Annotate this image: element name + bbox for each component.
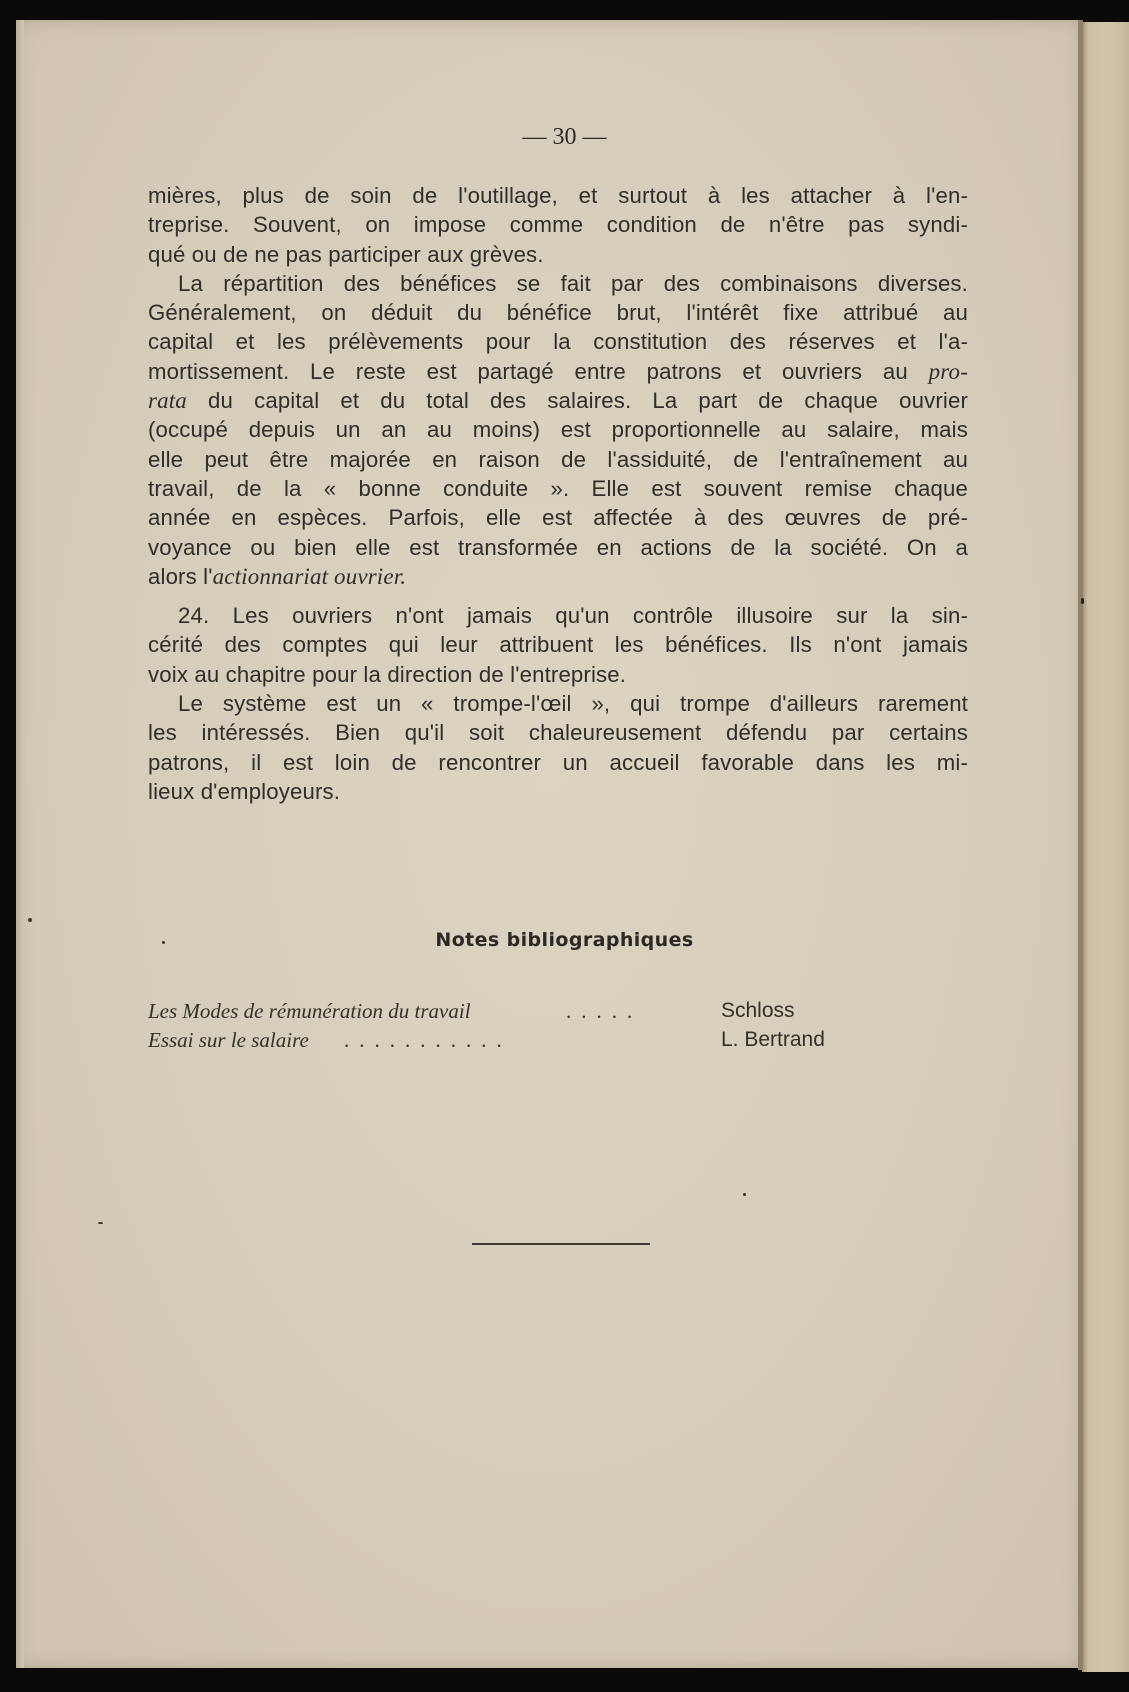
paper-speck — [743, 1193, 746, 1196]
page-number: — 30 — — [522, 124, 607, 150]
text-line: cérité des comptes qui leur attribuent les bénéfices. Ils n'ont jamais — [148, 632, 968, 658]
closing-rule — [472, 1243, 650, 1245]
italic-text: actionnariat ouvrier. — [212, 563, 407, 589]
paper-speck — [28, 918, 32, 922]
binding-gutter — [1078, 20, 1083, 1670]
body-text — [148, 181, 968, 806]
gutter-mark — [1081, 598, 1084, 604]
text-line: capital et les prélèvements pour la constitution des réserves et l'a- — [148, 329, 968, 355]
dot-leader: ..... — [566, 999, 643, 1023]
bibliography-heading: Notes bibliographiques — [435, 929, 694, 951]
text-segment: mortissement. Le reste est partagé entre patrons et ouvriers au — [148, 358, 908, 384]
text-line: voix au chapitre pour la direction de l'entreprise. — [148, 661, 627, 687]
text-line: année en espèces. Parfois, elle est affectée à des œuvres de pré- — [148, 505, 968, 531]
text-line: mières, plus de soin de l'outillage, et surtout à les attacher à l'en- — [148, 183, 968, 208]
text-line — [148, 386, 968, 415]
paragraph — [148, 601, 968, 689]
text-segment: alors l' — [148, 563, 213, 589]
text-line: (occupé depuis un an au moins) est proportionnelle au salaire, mais — [148, 417, 968, 443]
bibliography-author: Schloss — [721, 999, 795, 1022]
text-line: lieux d'employeurs. — [148, 778, 341, 804]
page-left-edge — [16, 20, 24, 1668]
text-line: La répartition des bénéfices se fait par des combinaisons diverses. — [178, 270, 968, 296]
paragraph — [148, 269, 968, 591]
text-line: treprise. Souvent, on impose comme condition de n'être pas syndi- — [148, 212, 968, 238]
text-line: voyance ou bien elle est transformée en actions de la société. On a — [148, 534, 968, 560]
dot-leader: ........... — [344, 1028, 512, 1052]
paragraph — [148, 181, 968, 269]
text-line: 24. Les ouvriers n'ont jamais qu'un contrôle illusoire sur la sin- — [178, 603, 968, 629]
text-line: patrons, il est loin de rencontrer un accueil favorable dans les mi- — [148, 749, 968, 775]
paper-speck — [162, 941, 165, 944]
text-line: travail, de la « bonne conduite ». Elle est souvent remise chaque — [148, 475, 968, 501]
bibliography-author: L. Bertrand — [721, 1028, 825, 1051]
text-line — [148, 357, 968, 386]
paper-speck — [98, 1222, 103, 1224]
adjacent-page-edge — [1082, 22, 1129, 1672]
paragraph — [148, 689, 968, 806]
text-line: les intéressés. Bien qu'il soit chaleureusement défendu par certains — [148, 720, 968, 746]
text-segment: du capital et du total des salaires. La part de chaque ouvrier — [208, 388, 968, 414]
text-line — [148, 562, 968, 591]
text-line: qué ou de ne pas participer aux grèves. — [148, 241, 544, 267]
bibliography-title: Essai sur le salaire — [148, 1028, 309, 1052]
italic-text: rata — [148, 388, 187, 414]
text-line: elle peut être majorée en raison de l'assiduité, de l'entraînement au — [148, 446, 968, 472]
italic-text: pro- — [928, 358, 968, 384]
bibliography-title: Les Modes de rémunération du travail — [148, 999, 471, 1023]
text-line: Généralement, on déduit du bénéfice brut, l'intérêt fixe attribué au — [148, 300, 968, 326]
text-line: Le système est un « trompe-l'œil », qui trompe d'ailleurs rarement — [178, 691, 968, 717]
